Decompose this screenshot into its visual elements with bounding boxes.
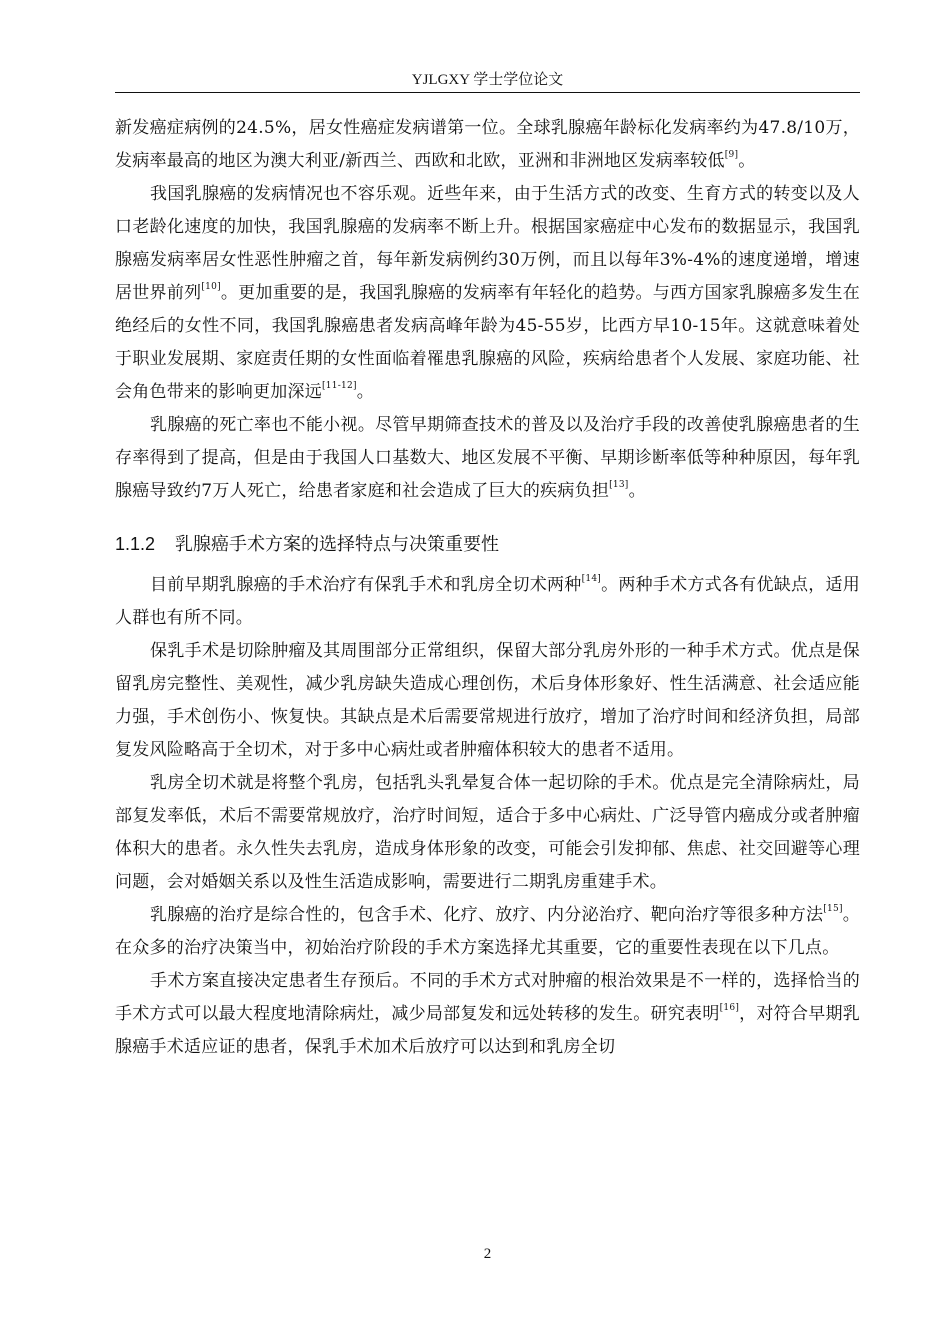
paragraph-text: 新发癌症病例的24.5%，居女性癌症发病谱第一位。全球乳腺癌年龄标化发病率约为47.8/10万，发病率最高的地区为澳大利亚/新西兰、西欧和北欧，亚洲和非洲地区发病率较低 xyxy=(115,118,860,171)
running-header: YJLGXY 学士学位论文 xyxy=(411,72,564,88)
citation-11-12[interactable]: [11-12] xyxy=(322,381,357,392)
paragraph-tail: 。 xyxy=(628,481,646,501)
page-number: 2 xyxy=(483,1246,492,1262)
citation-14[interactable]: [14] xyxy=(581,574,602,585)
paragraph-tail: 。两种手术方式各有优缺点，适用人群也有所不同。 xyxy=(115,575,861,628)
paragraph-4 xyxy=(115,569,860,635)
citation-13[interactable]: [13] xyxy=(609,480,629,491)
body-text xyxy=(115,112,860,1064)
section-number: 1.1.2 xyxy=(115,534,156,554)
citation-16[interactable]: [16] xyxy=(719,1003,740,1014)
paragraph-tail: 。 xyxy=(738,151,756,171)
paragraph-text: 目前早期乳腺癌的手术治疗有保乳手术和乳房全切术两种 xyxy=(150,575,582,595)
paragraph-3 xyxy=(115,409,860,508)
paragraph-6: 乳房全切术就是将整个乳房，包括乳头乳晕复合体一起切除的手术。优点是完全清除病灶，局部复发率低，术后不需要常规放疗，治疗时间短，适合于多中心病灶、广泛导管内癌成分或者肿瘤体积大的患者。永久性失去乳房，造成身体形象的改变，可能会引发抑郁、焦虑、社交回避等心理问题，会对婚姻关系以及性生活造成影响，需要进行二期乳房重建手术。 xyxy=(115,773,860,892)
paragraph-text: 乳腺癌的死亡率也不能小视。尽管早期筛查技术的普及以及治疗手段的改善使乳腺癌患者的生存率得到了提高，但是由于我国人口基数大、地区发展不平衡、早期诊断率低等种种原因，每年乳腺癌导致约7万人死亡，给患者家庭和社会造成了巨大的疾病负担 xyxy=(115,415,860,501)
paragraph-1 xyxy=(115,112,860,178)
paragraph-2 xyxy=(115,178,860,409)
paragraph-7 xyxy=(115,899,860,965)
section-heading xyxy=(115,530,860,559)
paragraph-5: 保乳手术是切除肿瘤及其周围部分正常组织，保留大部分乳房外形的一种手术方式。优点是保留乳房完整性、美观性，减少乳房缺失造成心理创伤，术后身体形象好、性生活满意、社会适应能力强，手术创伤小、恢复快。其缺点是术后需要常规进行放疗，增加了治疗时间和经济负担，局部复发风险略高于全切术，对于多中心病灶或者肿瘤体积较大的患者不适用。 xyxy=(115,641,860,760)
paragraph-tail: 。 xyxy=(356,382,374,402)
paragraph-text: 乳腺癌的治疗是综合性的，包含手术、化疗、放疗、内分泌治疗、靶向治疗等很多种方法 xyxy=(150,905,824,925)
header-rule xyxy=(115,92,860,93)
paragraph-text: 手术方案直接决定患者生存预后。不同的手术方式对肿瘤的根治效果是不一样的，选择恰当的手术方式可以最大程度地清除病灶，减少局部复发和远处转移的发生。研究表明 xyxy=(115,971,860,1024)
paragraph-text-continued: 。更加重要的是，我国乳腺癌的发病率有年轻化的趋势。与西方国家乳腺癌多发生在绝经后的女性不同，我国乳腺癌患者发病高峰年龄为45-55岁，比西方早10-15年。这就意味着处于职业发展期、家庭责任期的女性面临着罹患乳腺癌的风险，疾病给患者个人发展、家庭功能、社会角色带来的影响更加深远 xyxy=(115,283,861,402)
paragraph-tail: 。在众多的治疗决策当中，初始治疗阶段的手术方案选择尤其重要，它的重要性表现在以下几点。 xyxy=(115,905,861,958)
citation-9[interactable]: [9] xyxy=(724,150,739,161)
paragraph-tail: ，对符合早期乳腺癌手术适应证的患者，保乳手术加术后放疗可以达到和乳房全切 xyxy=(115,1004,861,1057)
citation-15[interactable]: [15] xyxy=(823,904,843,915)
paragraph-8 xyxy=(115,965,860,1064)
section-title: 乳腺癌手术方案的选择特点与决策重要性 xyxy=(175,534,499,555)
paragraph-text: 我国乳腺癌的发病情况也不容乐观。近些年来，由于生活方式的改变、生育方式的转变以及人口老龄化速度的加快，我国乳腺癌的发病率不断上升。根据国家癌症中心发布的数据显示，我国乳腺癌发病率居女性恶性肿瘤之首，每年新发病例约30万例，而且以每年3%-4%的速度递增，增速居世界前列 xyxy=(115,184,860,303)
citation-10[interactable]: [10] xyxy=(201,282,221,293)
